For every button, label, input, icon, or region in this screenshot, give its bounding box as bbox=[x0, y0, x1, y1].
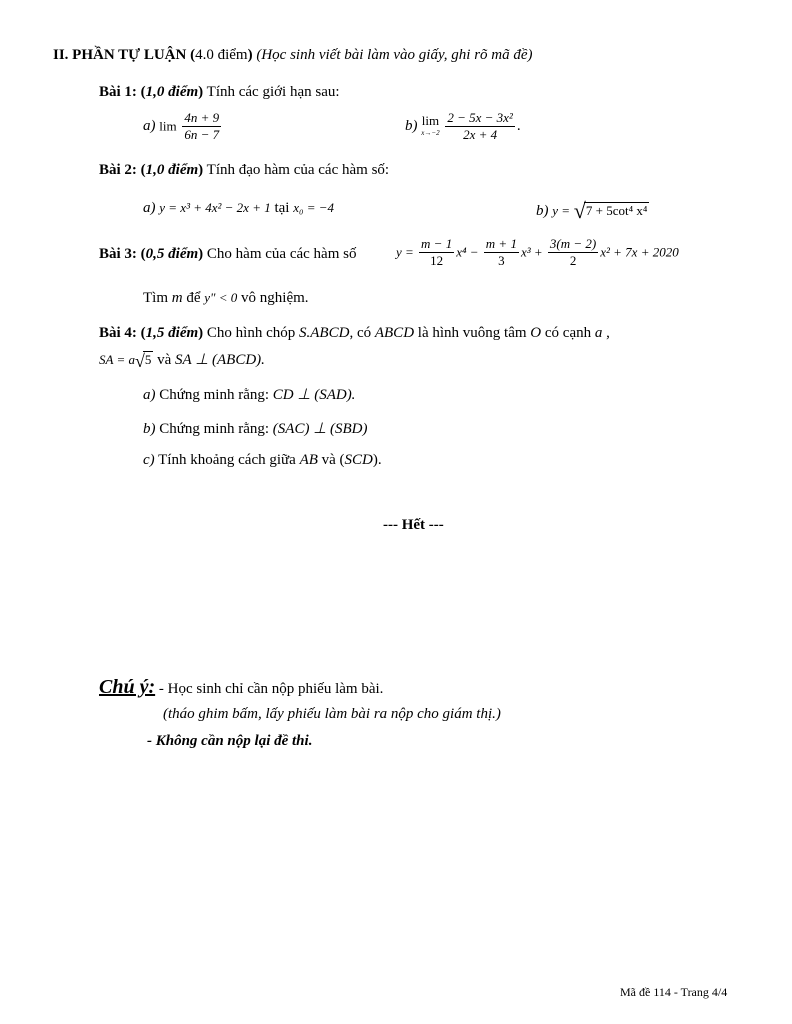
bai2-points: 1,0 điểm bbox=[145, 162, 199, 178]
bai3-line-2 bbox=[143, 290, 309, 307]
bai4-qc-scd: SCD bbox=[344, 452, 373, 468]
bai4-line-2 bbox=[99, 350, 265, 372]
bai2-part-a bbox=[143, 200, 334, 217]
bai1-part-a bbox=[143, 110, 223, 143]
bai3-f1-denominator: 12 bbox=[430, 253, 444, 268]
bai4-title: Bài 4: ( bbox=[99, 325, 146, 341]
bai4-qb-text: Chứng minh rằng: bbox=[155, 421, 273, 437]
bai1-b-limit bbox=[421, 112, 440, 139]
bai3-close: ) bbox=[198, 246, 204, 262]
bai3-f1-numerator: m − 1 bbox=[421, 236, 453, 251]
bai4-question-c bbox=[143, 452, 382, 469]
bai4-text-3: là hình vuông tâm bbox=[414, 325, 531, 341]
bai4-qc-ab: AB bbox=[299, 452, 318, 468]
bai3-fraction-3 bbox=[548, 236, 598, 269]
bai4-sqrt-5: 5 bbox=[144, 352, 152, 367]
bai3-function bbox=[396, 236, 679, 269]
bai3-term-3: x² + 7x + 2020 bbox=[600, 244, 679, 260]
bai4-text-4: có cạnh bbox=[541, 325, 595, 341]
bai3-fraction-2 bbox=[484, 236, 519, 269]
bai3-inequality: y" < 0 bbox=[204, 290, 238, 305]
bai4-sa-perp: SA ⊥ (ABCD). bbox=[175, 352, 265, 368]
bai4-va: và bbox=[157, 352, 172, 368]
bai2-part-b bbox=[536, 198, 649, 224]
bai1-b-period: . bbox=[516, 117, 521, 134]
bai4-qc-text-3: ). bbox=[372, 452, 382, 468]
note-label: Chú ý: bbox=[99, 676, 156, 698]
section-title: II. PHẦN TỰ LUẬN ( bbox=[53, 47, 196, 63]
bai1-b-denominator: 2x + 4 bbox=[463, 127, 498, 142]
bai2-b-radicand: 7 + 5cot⁴ x⁴ bbox=[585, 203, 648, 218]
bai4-text-5: , bbox=[602, 325, 610, 341]
bai1-b-limsub: x→−2 bbox=[421, 128, 440, 137]
note-line-1 bbox=[99, 676, 383, 699]
bai1-heading bbox=[99, 84, 340, 101]
bai4-a: a bbox=[594, 325, 603, 341]
bai2-a-expression: y = x³ + 4x² − 2x + 1 bbox=[159, 200, 271, 215]
section-heading bbox=[53, 47, 533, 64]
bai2-close: ) bbox=[198, 162, 204, 178]
note-line-3: - Không cần nộp lại đề thi. bbox=[147, 733, 313, 749]
bai4-sabcd: S.ABCD bbox=[299, 325, 350, 341]
note-line-2: (tháo ghim bấm, lấy phiếu làm bài ra nộp cho giám thị.) bbox=[163, 706, 501, 722]
bai2-a-label: a) bbox=[143, 200, 156, 216]
bai4-o: O bbox=[530, 325, 542, 341]
bai2-a-tai: tại bbox=[274, 200, 290, 216]
bai4-question-b bbox=[143, 419, 368, 438]
bai2-b-label: b) bbox=[536, 203, 549, 219]
sqrt-icon: √ bbox=[134, 351, 145, 371]
bai4-text-1: Cho hình chóp bbox=[203, 325, 300, 341]
bai3-text: Cho hàm của các hàm số bbox=[203, 246, 357, 262]
bai1-title: Bài 1: ( bbox=[99, 84, 146, 100]
bai4-abcd: ABCD bbox=[374, 325, 415, 341]
bai3-term-2: x³ + bbox=[520, 244, 543, 260]
section-note: (Học sinh viết bài làm vào giấy, ghi rõ mã đề) bbox=[256, 47, 533, 63]
bai3-tim: Tìm bbox=[143, 290, 168, 306]
bai4-text-2: , có bbox=[349, 325, 375, 341]
bai1-a-label: a) bbox=[143, 117, 156, 134]
sqrt-icon: √ bbox=[573, 198, 586, 223]
bai1-a-lim: lim bbox=[159, 118, 177, 134]
bai4-qa-label: a) bbox=[143, 387, 156, 403]
section-points: 4.0 điểm bbox=[195, 47, 248, 63]
bai2-heading bbox=[99, 162, 389, 179]
bai3-term-1: x⁴ − bbox=[456, 244, 479, 260]
bai1-points: 1,0 điểm bbox=[145, 84, 199, 100]
bai4-qc-text-1: Tính khoảng cách giữa bbox=[154, 452, 300, 468]
bai3-f2-denominator: 3 bbox=[498, 253, 505, 268]
bai3-lhs: y = bbox=[396, 244, 414, 260]
bai1-text: Tính các giới hạn sau: bbox=[203, 84, 340, 100]
bai2-b-lhs: y = bbox=[552, 203, 571, 218]
bai1-b-label: b) bbox=[405, 117, 418, 134]
bai4-qa-text: Chứng minh rằng: bbox=[155, 387, 273, 403]
bai3-de: để bbox=[186, 290, 201, 306]
bai4-close: ) bbox=[198, 325, 204, 341]
bai1-b-fraction bbox=[445, 110, 514, 143]
bai4-qc-label: c) bbox=[143, 452, 155, 468]
bai4-sa: SA = a bbox=[99, 352, 135, 367]
bai4-heading bbox=[99, 325, 610, 342]
bai1-part-b bbox=[405, 110, 521, 143]
bai2-a-x0: x₀ = −4 bbox=[293, 200, 335, 215]
bai3-f2-numerator: m + 1 bbox=[485, 236, 517, 251]
bai3-fraction-1 bbox=[419, 236, 454, 269]
bai2-text: Tính đạo hàm của các hàm số: bbox=[203, 162, 390, 178]
bai2-title: Bài 2: ( bbox=[99, 162, 146, 178]
bai3-title: Bài 3: ( bbox=[99, 246, 146, 262]
bai1-a-numerator: 4n + 9 bbox=[184, 110, 220, 125]
bai3-f3-numerator: 3(m − 2) bbox=[549, 236, 597, 251]
note-line-1-text: - Học sinh chỉ cần nộp phiếu làm bài. bbox=[155, 681, 384, 697]
bai1-b-numerator: 2 − 5x − 3x² bbox=[447, 110, 513, 125]
bai4-question-a bbox=[143, 385, 355, 404]
bai1-close: ) bbox=[198, 84, 204, 100]
bai4-qb-math: (SAC) ⊥ (SBD) bbox=[272, 421, 368, 437]
page-footer: Mã đề 114 - Trang 4/4 bbox=[620, 985, 728, 999]
bai4-points: 1,5 điểm bbox=[145, 325, 199, 341]
bai3-f3-denominator: 2 bbox=[569, 253, 577, 268]
bai4-qa-math: CD ⊥ (SAD). bbox=[272, 387, 356, 403]
bai3-heading bbox=[99, 246, 356, 263]
bai3-vo-nghiem: vô nghiệm. bbox=[241, 290, 309, 306]
bai3-m: m bbox=[171, 290, 183, 306]
section-close: ) bbox=[247, 47, 253, 63]
end-marker: --- Hết --- bbox=[383, 517, 444, 533]
bai4-qc-text-2: và ( bbox=[317, 452, 345, 468]
bai4-qb-label: b) bbox=[143, 421, 156, 437]
bai1-a-fraction bbox=[182, 110, 221, 143]
bai3-points: 0,5 điểm bbox=[145, 246, 199, 262]
bai1-a-denominator: 6n − 7 bbox=[184, 127, 220, 142]
bai1-b-lim: lim bbox=[421, 112, 440, 128]
